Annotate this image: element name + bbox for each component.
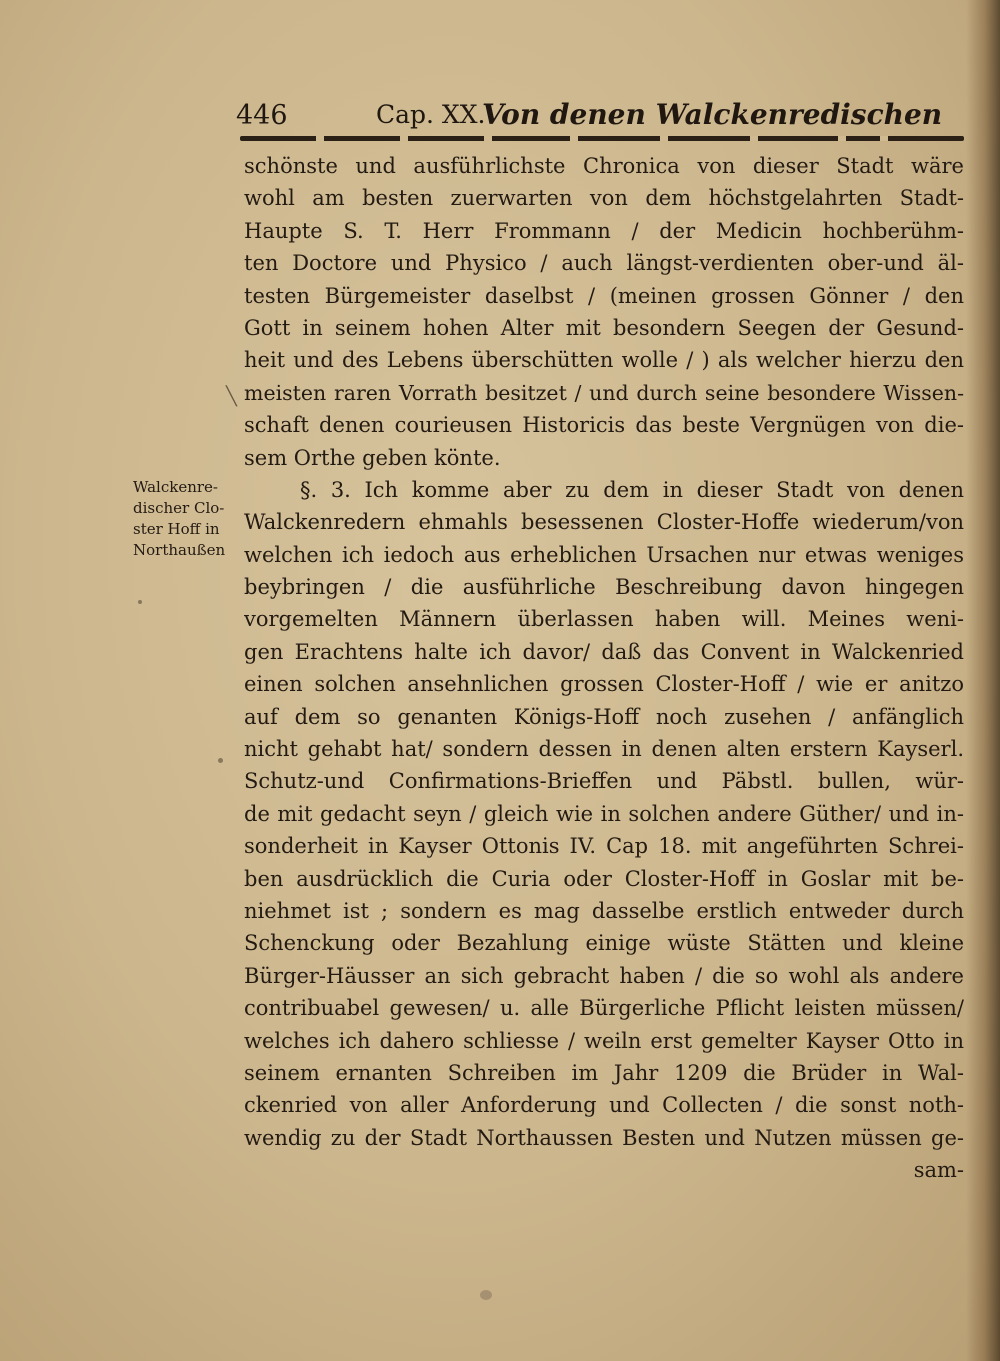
text-line: beybringen / die ausführliche Beschreibung davon hingegen <box>244 575 964 600</box>
margin-note-line: Walckenre- <box>133 478 218 496</box>
text-line: Walckenredern ehmahls besessenen Closter-Hoffe wiederum/von <box>244 510 964 535</box>
text-line: welches ich dahero schliesse / weiln erst gemelter Kayser Otto in <box>244 1028 964 1053</box>
text-line: auf dem so genanten Königs-Hoff noch zusehen / anfänglich <box>244 704 964 729</box>
text-line: Schenckung oder Bezahlung einige wüste Stätten und kleine <box>244 931 964 956</box>
text-line: de mit gedacht seyn / gleich wie in solchen andere Güther/ und in- <box>244 801 964 826</box>
text-line: welchen ich iedoch aus erheblichen Ursachen nur etwas weniges <box>244 542 964 567</box>
margin-mark: ╲ <box>226 386 237 407</box>
text-line: contribuabel gewesen/ u. alle Bürgerliche Pflicht leisten müssen/ <box>244 996 964 1021</box>
margin-note-line: ster Hoff in <box>133 520 220 538</box>
catchword: sam- <box>913 1158 964 1183</box>
paragraph-start-line: §. 3. Ich komme aber zu dem in dieser Stadt von denen <box>300 477 964 502</box>
margin-note <box>133 477 245 561</box>
text-line: testen Bürgemeister daselbst / (meinen grossen Gönner / den <box>244 283 964 308</box>
text-line: vorgemelten Männern überlassen haben will. Meines weni- <box>244 607 964 632</box>
page-edge-shadow <box>966 0 1000 1361</box>
rule-gap <box>570 136 578 141</box>
rule-gap <box>660 136 668 141</box>
text-line: nicht gehabt hat/ sondern dessen in denen alten erstern Kayserl. <box>244 737 964 762</box>
text-line: gen Erachtens halte ich davor/ daß das Convent in Walckenried <box>244 639 964 664</box>
margin-note-line: Northaußen <box>133 541 226 559</box>
text-line: Gott in seinem hohen Alter mit besondern Seegen der Gesund- <box>244 315 964 340</box>
text-line: niehmet ist ; sondern es mag dasselbe erstlich entweder durch <box>244 898 964 923</box>
rule-gap <box>750 136 758 141</box>
text-line: einen solchen ansehnlichen grossen Closter-Hoff / wie er anitzo <box>244 672 964 697</box>
text-line: wohl am besten zuerwarten von dem höchstgelahrten Stadt- <box>244 186 964 211</box>
chapter-label: Cap. XX. <box>376 100 486 129</box>
text-line: ckenried von aller Anforderung und Collecten / die sonst noth- <box>244 1093 964 1118</box>
ink-speck <box>218 758 223 763</box>
running-title: Von denen Walckenredischen <box>482 98 943 131</box>
ink-speck <box>138 600 142 604</box>
text-line: sem Orthe geben könte. <box>244 445 501 470</box>
text-line: ben ausdrücklich die Curia oder Closter-Hoff in Goslar mit be- <box>244 866 964 891</box>
text-line: ten Doctore und Physico / auch längst-verdienten ober-und äl- <box>244 251 964 276</box>
header-rule <box>240 136 964 141</box>
text-line: seinem ernanten Schreiben im Jahr 1209 die Brüder in Wal- <box>244 1060 964 1085</box>
rule-gap <box>838 136 846 141</box>
text-line: schönste und ausführlichste Chronica von dieser Stadt wäre <box>244 154 964 178</box>
text-line: schaft denen courieusen Historicis das beste Vergnügen von die- <box>244 413 964 438</box>
rule-gap <box>400 136 408 141</box>
ink-smudge <box>480 1290 492 1300</box>
rule-gap <box>880 136 888 141</box>
text-line: heit und des Lebens überschütten wolle / ) als welcher hierzu den <box>244 348 964 373</box>
rule-gap <box>484 136 492 141</box>
margin-note-line: discher Clo- <box>133 499 225 517</box>
text-line: Haupte S. T. Herr Frommann / der Medicin hochberühm- <box>244 218 964 243</box>
text-line: wendig zu der Stadt Northaussen Besten und Nutzen müssen ge- <box>244 1125 964 1150</box>
text-line: meisten raren Vorrath besitzet / und durch seine besondere Wissen- <box>244 380 964 405</box>
body-text <box>244 150 964 1187</box>
text-line: Schutz-und Confirmations-Brieffen und Päbstl. bullen, wür- <box>244 769 964 794</box>
rule-gap <box>316 136 324 141</box>
page-header <box>236 96 943 136</box>
text-line: sonderheit in Kayser Ottonis IV. Cap 18. mit angeführten Schrei- <box>244 834 964 859</box>
page-number: 446 <box>236 100 288 131</box>
text-line: Bürger-Häusser an sich gebracht haben / die so wohl als andere <box>244 963 964 988</box>
